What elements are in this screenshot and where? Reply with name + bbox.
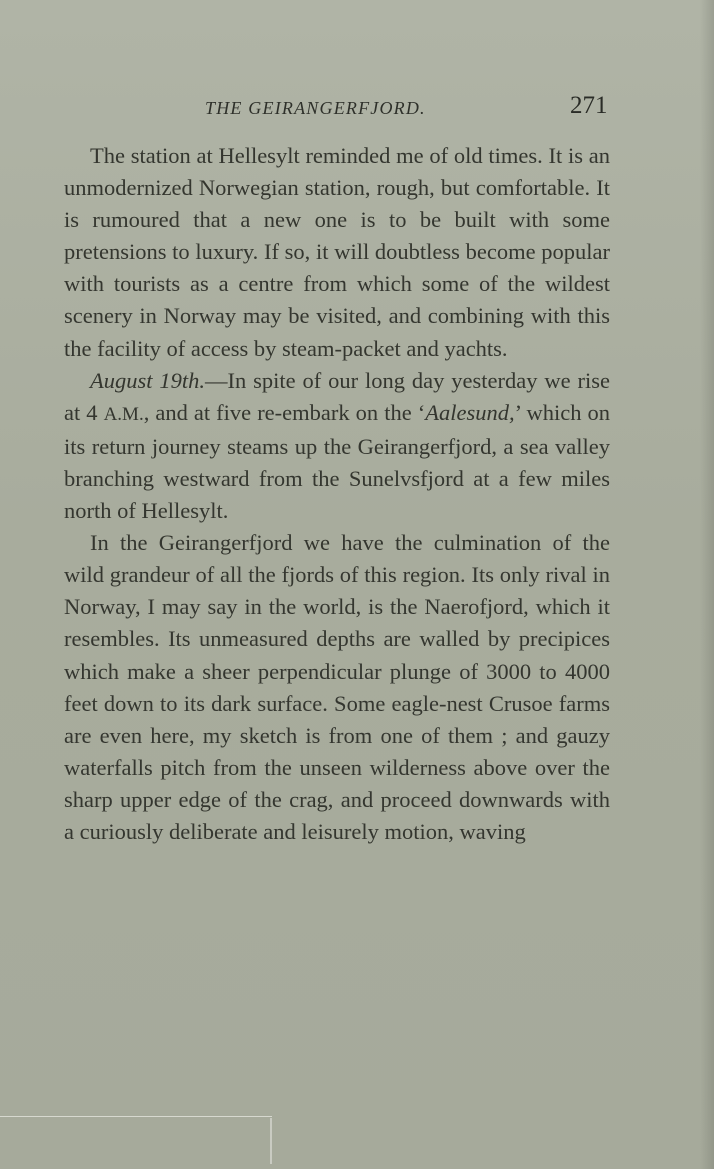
page-number: 271: [570, 92, 608, 119]
running-header: [0, 92, 714, 128]
paragraph-august-19th: [64, 365, 610, 527]
page-edge-shadow: [700, 0, 714, 1169]
paragraph-hellesylt-station: The station at Hellesylt reminded me of old times. It is an unmodernized Norwegian station, rough, but comfortable. It is rumoured that a new one is to be built with some pretensions to luxury. If so, it will doubtless become popular with tourists as a centre from which some of the wildest scenery in Norway may be visited, and combining with this the facility of access by steam-packet and yachts.: [64, 143, 610, 361]
paragraph-text: ’ which on its return journey steams up the Geirangerfjord, a sea valley branching westward from the Sunelvsfjord at a few miles north of Hellesylt.: [64, 399, 610, 524]
paragraph-text: —In spite of our long day yesterday we rise at 4: [64, 367, 610, 425]
binding-rule: [0, 1116, 272, 1117]
body-text: [64, 140, 610, 848]
paragraph-geirangerfjord: In the Geirangerfjord we have the culmination of the wild grandeur of all the fjords of this region. Its only rival in Norway, I may say in the world, is the Naerofjord, which it resembles. Its unmeasured depths are walled by precipices which make a sheer perpendicular plunge of 3000 to 4000 feet down to its dark surface. Some eagle-nest Crusoe farms are even here, my sketch is from one of them ; and gauzy waterfalls pitch from the unseen wilderness above over the sharp upper edge of the crag, and proceed downwards with a curiously deliberate and leisurely motion, waving: [64, 530, 610, 844]
diary-date: August 19th.: [90, 367, 206, 393]
running-title: THE GEIRANGERFJORD.: [205, 98, 426, 118]
ship-name: Aalesund,: [425, 399, 515, 425]
paragraph-text: , and at five re-embark on the ‘: [143, 399, 426, 425]
binding-mark: [270, 1118, 272, 1164]
time-abbreviation: A.M.: [103, 403, 144, 425]
